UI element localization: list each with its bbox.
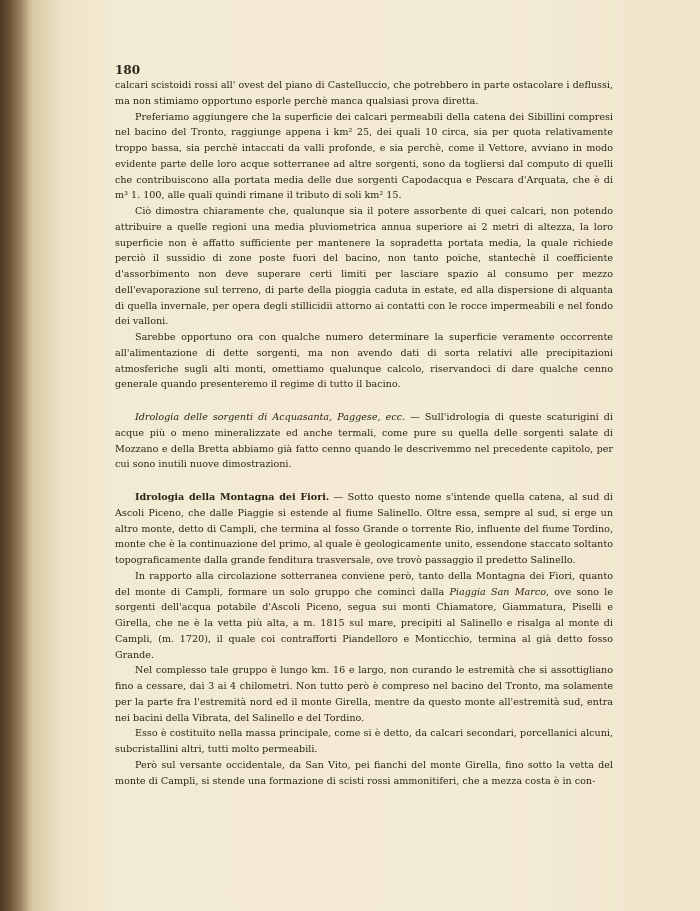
paragraph-complesso: Nel complesso tale gruppo è lungo km. 16 e largo, non curando le estremità che si assottigliano fino a cessare, dai 3 ai 4 chilometri. Non tutto però è compreso nel bacino del Tronto, ma solamente per la parte fra l'estremità nord ed il monte Girella, mentre da questo monte all'estremità sud, entra nei bacini della Vibrata, del Salinello e del Tordino. (115, 665, 613, 724)
paragraph-2: Preferiamo aggiungere che la superficie dei calcari permeabili della catena dei Sibillini compresi nel bacino del Tronto, raggiunge appena i km² 25, dei quali 10 circa, sia per quota relativamente troppo bassa, sia perchè intaccati da valli profonde, e sia perchè, come il Vettore, avviano in modo evidente parte delle loro acque sotterranee ad altre sorgenti, sono da togliersi dal computo di quelli che contribuiscono alla portata media delle due sorgenti Capodacqua e Pescara d'Arquata, che è di m³ 1. 100, alle quali quindi rimane il tributo di soli km² 15. (115, 111, 613, 202)
paragraph-versante: Però sul versante occidentale, da San Vito, pei fianchi del monte Girella, fino sotto la vetta del monte di Campli, si stende una formazione di scisti rossi ammonitiferi, che a mezza costa è in con- (115, 759, 613, 787)
section-gap (115, 393, 613, 410)
paragraph-text: , ove sono le sorgenti dell'acqua potabile d'Ascoli Piceno, segua sui monti Chiamatore, Giammatura, Piselli e Girella, che ne è la vetta più alta, a m. 1815 sul mare, precipiti al Salinello e risalga al monte di Campli, (m. 1720), il quale coi contrafforti Piandelloro e Monticchio, termina al già detto fosso Grande. (115, 586, 613, 661)
book-spine (0, 0, 34, 911)
section-acquasanta (115, 410, 613, 473)
section-gap (115, 473, 613, 490)
paragraph-circolazione (115, 569, 613, 664)
section-montagna-fiori (115, 490, 613, 569)
page-number: 180 (115, 63, 141, 77)
page-content (115, 62, 613, 789)
place-name-italic: Piaggia San Marco (449, 586, 546, 598)
paragraph-4: Sarebbe opportuno ora con qualche numero determinare la superficie veramente occorrente all'alimentazione di dette sorgenti, ma non avendo dati di sorta relativi alle precipitazioni atmosferiche sugli alti monti, omettiamo qualunque calcolo, riservandoci di dare qualche cenno generale quando presenteremo il regime di tutto il bacino. (115, 332, 613, 391)
paragraph-text: In rapporto alla circolazione sotterranea conviene però, tanto della Montagna dei Fiori, quanto del monte di Campli, formare un solo gruppo che comincì dalla (115, 570, 613, 598)
section-heading-montagna-fiori: Idrologia della Montagna dei Fiori. (135, 492, 330, 503)
paragraph-3: Ciò dimostra chiaramente che, qualunque sia il potere assorbente di quei calcari, non potendo attribuire a quelle regioni una media pluviometrica annua superiore ai 2 metri di altezza, la loro superficie non è affatto sufficiente per mantenere la sopradetta portata media, la quale richiede perciò il sussidio di zone poste fuori del bacino, non tanto poiche, stantechè il coefficiente d'assorbimento non deve superare certi limiti per lasciare spazio al consumo per mezzo dell'evaporazione sul terreno, di parte della pioggia caduta in estate, ed alla dispersione di alquanta di quella invernale, per opera degli stillicidii attorno ai contatti con le rocce impermeabili e nel fondo dei valloni. (115, 206, 613, 328)
section-text-montagna-fiori: — Sotto questo nome s'intende quella catena, al sud di Ascoli Piceno, che dalle Piaggie si estende al fiume Salinello. Oltre essa, sempre al sud, si erge un altro monte, detto di Campli, che termina al fosso Grande o torrente Rio, influente del fiume Tordino, monte che è la continuazione del primo, al quale è geologicamente unito, essendone staccato soltanto topograficamente dalla grande fenditura trasversale, ove trovò passaggio il predetto Salinello. (115, 492, 613, 566)
paragraph-costituito: Esso è costituito nella massa principale, come si è detto, da calcari secondari, porcellanici alcuni, subcristallini altri, tutti molto permeabili. (115, 728, 613, 755)
section-text-acquasanta: — Sull'idrologia di queste scaturigini di acque più o meno mineralizzate ed anche termali, come pure su quella delle sorgenti salate di Mozzano e della Bretta abbiamo già fatto cenno quando le descrivemmo nel precedente capitolo, per cui sono inutili nuove dimostrazioni. (115, 412, 614, 471)
paragraph-1: calcari scistoidi rossi all' ovest del piano di Castelluccio, che potrebbero in parte ostacolare i deflussi, ma non stimiamo opportuno esporle perchè manca qualsiasi prova diretta. (115, 80, 613, 107)
section-heading-acquasanta: Idrologia delle sorgenti di Acquasanta, Paggese, ecc. (135, 412, 406, 423)
